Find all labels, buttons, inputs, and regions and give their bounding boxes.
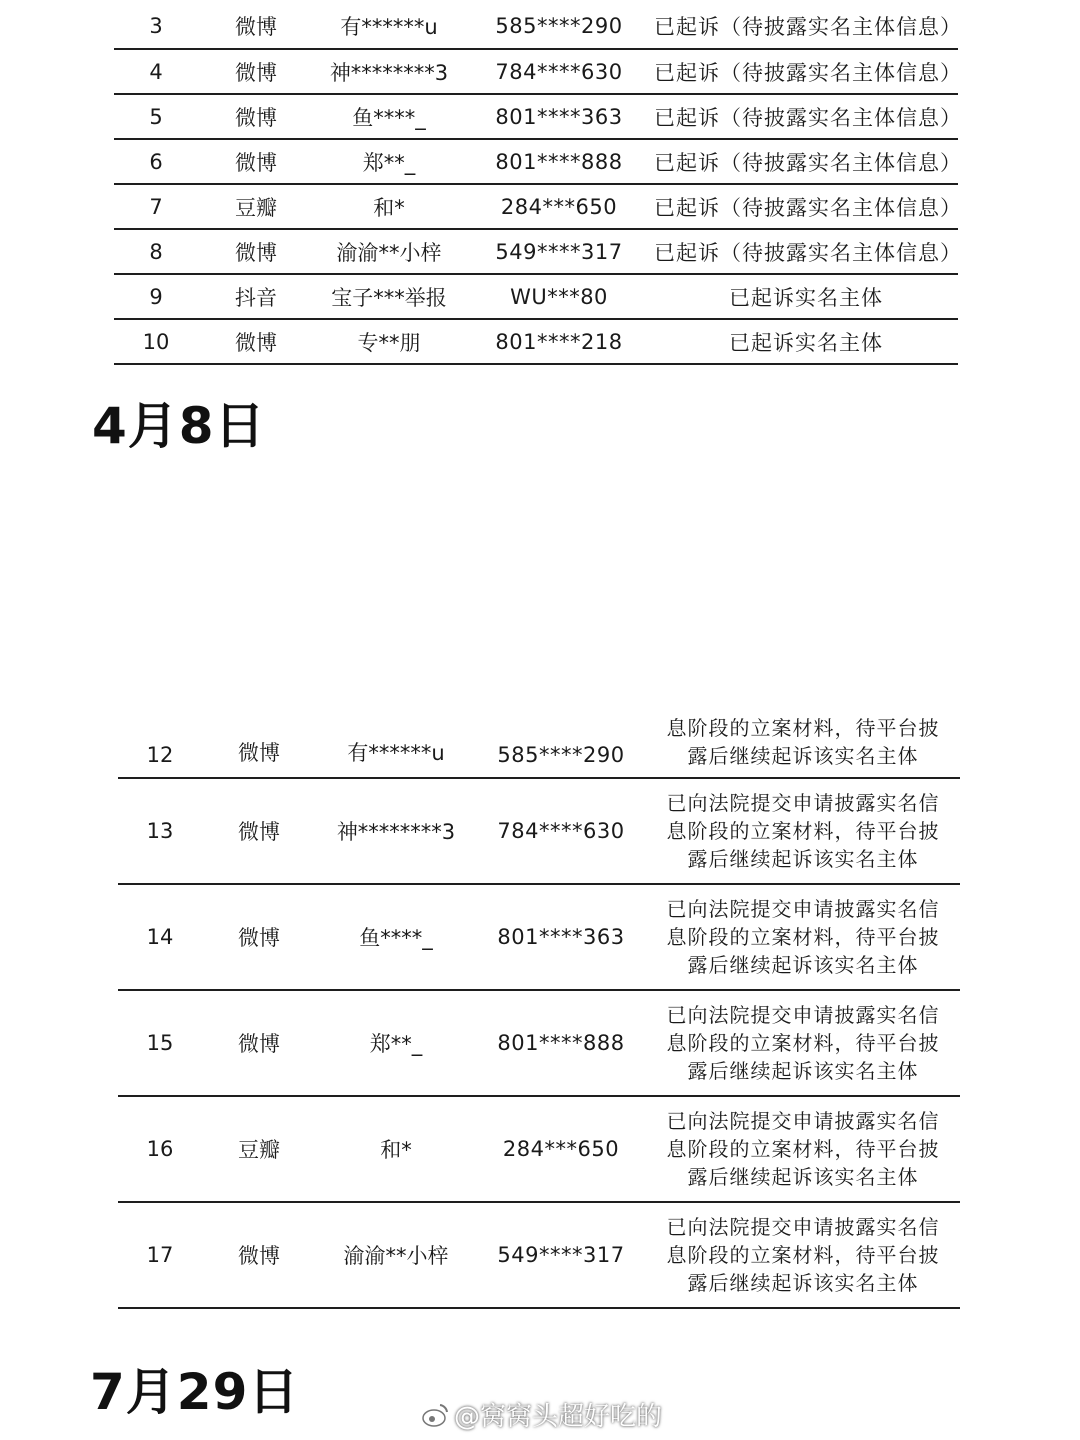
status-line: 息阶段的立案材料，待平台披: [666, 716, 940, 740]
status-cell: 已起诉（待披露实名主体信息）: [654, 4, 958, 49]
table-row: [114, 4, 958, 49]
table-row: [114, 49, 958, 94]
id-cell: 801****218: [464, 319, 654, 364]
row-number: 3: [114, 4, 198, 49]
id-cell: 784****630: [476, 778, 646, 884]
table-row: [118, 778, 960, 884]
account-cell: 和*: [314, 184, 464, 229]
row-number: 4: [114, 49, 198, 94]
platform-cell: 微博: [198, 4, 314, 49]
weibo-logo-icon: [420, 1400, 450, 1430]
row-number: 9: [114, 274, 198, 319]
status-cell: 已起诉（待披露实名主体信息）: [654, 49, 958, 94]
date-heading: 4月8日: [92, 397, 266, 455]
account-cell: 有******u: [314, 4, 464, 49]
row-number: 7: [114, 184, 198, 229]
table-row: [114, 229, 958, 274]
table-row: [114, 319, 958, 364]
status-line: 已向法院提交申请披露实名信: [666, 1215, 940, 1239]
account-cell: 鱼****_: [314, 94, 464, 139]
id-cell: 585****290: [476, 706, 646, 778]
row-number: 13: [118, 778, 202, 884]
platform-cell: 微博: [202, 884, 316, 990]
table-row: [118, 706, 960, 778]
table-row: [114, 274, 958, 319]
table-row: [118, 1096, 960, 1202]
status-cell: 已起诉（待披露实名主体信息）: [654, 139, 958, 184]
status-cell: [646, 706, 960, 778]
account-cell: 宝子***举报: [314, 274, 464, 319]
id-cell: 801****888: [464, 139, 654, 184]
platform-cell: 微博: [198, 229, 314, 274]
status-line: 息阶段的立案材料，待平台披: [666, 1137, 940, 1161]
account-cell: 鱼****_: [316, 884, 476, 990]
status-cell: [646, 778, 960, 884]
platform-cell: 抖音: [198, 274, 314, 319]
lawsuit-table-2: [118, 706, 960, 1309]
platform-cell: 微博: [198, 319, 314, 364]
status-line: 露后继续起诉该实名主体: [687, 744, 919, 768]
status-cell: 已起诉（待披露实名主体信息）: [654, 184, 958, 229]
status-line: 息阶段的立案材料，待平台披: [666, 819, 940, 843]
table-row: [118, 990, 960, 1096]
row-number: 5: [114, 94, 198, 139]
account-cell: 神********3: [314, 49, 464, 94]
account-cell: 有******u: [316, 706, 476, 778]
account-cell: 郑**_: [316, 990, 476, 1096]
account-cell: 和*: [316, 1096, 476, 1202]
status-line: 已向法院提交申请披露实名信: [666, 897, 940, 921]
status-cell: [646, 1202, 960, 1308]
account-cell: 专**朋: [314, 319, 464, 364]
id-cell: 284***650: [476, 1096, 646, 1202]
table-row: [118, 884, 960, 990]
platform-cell: 豆瓣: [202, 1096, 316, 1202]
account-cell: 神********3: [316, 778, 476, 884]
platform-cell: 微博: [198, 49, 314, 94]
lawsuit-table-1: [114, 4, 962, 365]
row-number: 10: [114, 319, 198, 364]
platform-cell: 微博: [202, 778, 316, 884]
status-line: 露后继续起诉该实名主体: [687, 1165, 919, 1189]
date-heading: 7月29日: [90, 1363, 300, 1421]
table-row: [114, 184, 958, 229]
status-line: 息阶段的立案材料，待平台披: [666, 1243, 940, 1267]
id-cell: 801****888: [476, 990, 646, 1096]
status-line: 已向法院提交申请披露实名信: [666, 1003, 940, 1027]
id-cell: WU***80: [464, 274, 654, 319]
row-number: 17: [118, 1202, 202, 1308]
account-cell: 郑**_: [314, 139, 464, 184]
platform-cell: 微博: [198, 139, 314, 184]
id-cell: 784****630: [464, 49, 654, 94]
id-cell: 585****290: [464, 4, 654, 49]
account-cell: 渝渝**小梓: [316, 1202, 476, 1308]
status-cell: 已起诉（待披露实名主体信息）: [654, 94, 958, 139]
account-cell: 渝渝**小梓: [314, 229, 464, 274]
status-line: 已向法院提交申请披露实名信: [666, 791, 940, 815]
id-cell: 549****317: [464, 229, 654, 274]
status-cell: [646, 990, 960, 1096]
platform-cell: 微博: [202, 990, 316, 1096]
platform-cell: 豆瓣: [198, 184, 314, 229]
status-cell: 已起诉实名主体: [654, 319, 958, 364]
status-line: 露后继续起诉该实名主体: [687, 847, 919, 871]
status-line: 已向法院提交申请披露实名信: [666, 1109, 940, 1133]
status-cell: [646, 884, 960, 990]
status-line: 露后继续起诉该实名主体: [687, 1271, 919, 1295]
platform-cell: 微博: [202, 706, 316, 778]
table-row: [118, 1202, 960, 1308]
row-number: 15: [118, 990, 202, 1096]
platform-cell: 微博: [202, 1202, 316, 1308]
watermark-text: @窝窝头超好吃的: [454, 1402, 663, 1432]
row-number: 14: [118, 884, 202, 990]
row-number: 16: [118, 1096, 202, 1202]
status-line: 息阶段的立案材料，待平台披: [666, 1031, 940, 1055]
status-line: 息阶段的立案材料，待平台披: [666, 925, 940, 949]
id-cell: 549****317: [476, 1202, 646, 1308]
table-row: [114, 94, 958, 139]
status-cell: 已起诉（待披露实名主体信息）: [654, 229, 958, 274]
row-number: 12: [118, 706, 202, 778]
status-line: 露后继续起诉该实名主体: [687, 953, 919, 977]
id-cell: 801****363: [464, 94, 654, 139]
status-cell: [646, 1096, 960, 1202]
watermark: [420, 1396, 662, 1433]
table-row: [114, 139, 958, 184]
id-cell: 284***650: [464, 184, 654, 229]
status-line: 露后继续起诉该实名主体: [687, 1059, 919, 1083]
platform-cell: 微博: [198, 94, 314, 139]
id-cell: 801****363: [476, 884, 646, 990]
status-cell: 已起诉实名主体: [654, 274, 958, 319]
row-number: 8: [114, 229, 198, 274]
row-number: 6: [114, 139, 198, 184]
